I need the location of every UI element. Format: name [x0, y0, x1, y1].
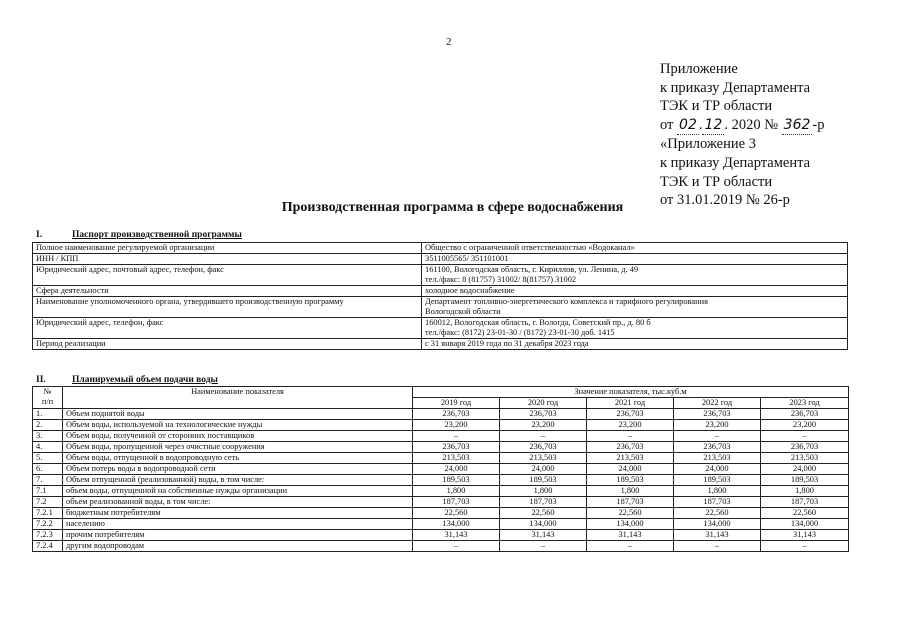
- row-indicator-name: Объем отпущенной (реализованной) воды, в том числе:: [63, 475, 413, 486]
- row-value: 236,703: [674, 442, 761, 453]
- row-value: 24,000: [587, 464, 674, 475]
- table-row: [33, 497, 849, 508]
- row-number: 7.1: [33, 486, 63, 497]
- row-value: 134,000: [500, 519, 587, 530]
- row-value: 213,503: [413, 453, 500, 464]
- table-row: [33, 508, 849, 519]
- row-value: 134,000: [587, 519, 674, 530]
- passport-value-line: тел./факс: (8172) 23-01-30 / (8172) 23-01-30 доб. 1415: [425, 328, 615, 337]
- order-suffix: -р: [812, 116, 825, 133]
- header-year: 2019 год: [413, 398, 500, 409]
- passport-row: [33, 286, 848, 297]
- row-value: 236,703: [761, 409, 849, 420]
- table-row: [33, 541, 849, 552]
- row-indicator-name: бюджетным потребителям: [63, 508, 413, 519]
- row-value: 189,503: [674, 475, 761, 486]
- main-title: Производственная программа в сфере водоснабжения: [281, 200, 624, 215]
- passport-value: [422, 254, 848, 265]
- passport-label: Сфера деятельности: [33, 286, 422, 297]
- row-indicator-name: объем воды, отпущенной на собственные нужды организации: [63, 486, 413, 497]
- passport-value-line: с 31 января 2019 года по 31 декабря 2023 года: [425, 339, 589, 348]
- passport-value-line: Департамент топливно-энергетического комплекса и тарифного регулирования: [425, 297, 708, 306]
- passport-row: [33, 254, 848, 265]
- row-value: 31,143: [587, 530, 674, 541]
- row-indicator-name: Объем воды, пропущенной через очистные сооружения: [63, 442, 413, 453]
- order-day-handwritten: 02: [677, 116, 699, 136]
- row-indicator-name: прочим потребителям: [63, 530, 413, 541]
- row-value: 236,703: [674, 409, 761, 420]
- row-indicator-name: объем реализованной воды, в том числе:: [63, 497, 413, 508]
- order-month-handwritten: 12: [702, 116, 724, 136]
- row-value: 1,800: [413, 486, 500, 497]
- row-indicator-name: Объем воды, полученной от сторонних поставщиков: [63, 431, 413, 442]
- header-indicator-name: Наименование показателя: [63, 387, 413, 409]
- row-value: 22,560: [674, 508, 761, 519]
- row-number: 4.: [33, 442, 63, 453]
- appendix-line: ТЭК и ТР области: [660, 98, 773, 115]
- row-value: –: [587, 541, 674, 552]
- passport-value: [422, 318, 848, 339]
- passport-label: ИНН / КПП: [33, 254, 422, 265]
- passport-value: [422, 265, 848, 286]
- table-row: [33, 409, 849, 420]
- section-title: Паспорт производственной программы: [72, 230, 242, 240]
- header-year: 2022 год: [674, 398, 761, 409]
- row-number: 7.2.2: [33, 519, 63, 530]
- row-number: 7.2.3: [33, 530, 63, 541]
- order-number-sign: №: [764, 116, 779, 133]
- passport-table: [32, 242, 848, 350]
- passport-label: Наименование уполномоченного органа, утвердившего производственную программу: [33, 297, 422, 318]
- row-value: 187,703: [413, 497, 500, 508]
- passport-row: [33, 297, 848, 318]
- water-volume-table: [32, 386, 849, 552]
- row-number: 6.: [33, 464, 63, 475]
- row-value: 134,000: [674, 519, 761, 530]
- page-number: 2: [446, 36, 452, 48]
- row-value: 1,800: [761, 486, 849, 497]
- row-value: 236,703: [761, 442, 849, 453]
- row-indicator-name: Объем воды, используемой на технологические нужды: [63, 420, 413, 431]
- passport-value: [422, 286, 848, 297]
- row-value: 24,000: [674, 464, 761, 475]
- table-row: [33, 442, 849, 453]
- row-value: 187,703: [761, 497, 849, 508]
- row-value: 22,560: [587, 508, 674, 519]
- passport-row: [33, 265, 848, 286]
- section-number: II.: [36, 375, 46, 385]
- row-value: –: [761, 431, 849, 442]
- row-value: 189,503: [413, 475, 500, 486]
- order-date-line: от 02 . 12 . 2020 № 362 -р: [660, 116, 824, 136]
- appendix-line: к приказу Департамента: [660, 154, 811, 171]
- passport-value-line: 161100, Вологодская область, г. Кириллов, ул. Ленина, д. 49: [425, 265, 639, 274]
- row-number: 7.2.4: [33, 541, 63, 552]
- header-year: 2021 год: [587, 398, 674, 409]
- passport-value: [422, 243, 848, 254]
- row-value: 236,703: [587, 409, 674, 420]
- row-number: 1.: [33, 409, 63, 420]
- row-number: 2.: [33, 420, 63, 431]
- row-value: 31,143: [500, 530, 587, 541]
- passport-label: Юридический адрес, почтовый адрес, телефон, факс: [33, 265, 422, 286]
- row-value: 134,000: [413, 519, 500, 530]
- row-value: 1,800: [587, 486, 674, 497]
- row-number: 5.: [33, 453, 63, 464]
- row-indicator-name: другим водопроводам: [63, 541, 413, 552]
- row-value: –: [500, 541, 587, 552]
- row-value: 31,143: [413, 530, 500, 541]
- table-row: [33, 519, 849, 530]
- passport-row: [33, 339, 848, 350]
- row-value: 236,703: [500, 442, 587, 453]
- row-value: –: [761, 541, 849, 552]
- passport-value-line: 160012, Вологодская область, г. Вологда, Советский пр., д. 80 б: [425, 318, 651, 327]
- row-value: 23,200: [413, 420, 500, 431]
- row-value: 31,143: [674, 530, 761, 541]
- row-value: 23,200: [674, 420, 761, 431]
- row-indicator-name: населению: [63, 519, 413, 530]
- row-value: 22,560: [761, 508, 849, 519]
- row-value: 236,703: [413, 409, 500, 420]
- order-year: 2020: [731, 116, 761, 133]
- row-value: 31,143: [761, 530, 849, 541]
- table-row: [33, 486, 849, 497]
- row-value: 189,503: [761, 475, 849, 486]
- row-value: 24,000: [500, 464, 587, 475]
- row-value: –: [500, 431, 587, 442]
- table-row: [33, 475, 849, 486]
- row-value: 189,503: [500, 475, 587, 486]
- row-value: 213,503: [674, 453, 761, 464]
- table-row: [33, 464, 849, 475]
- passport-label: Период реализации: [33, 339, 422, 350]
- row-value: –: [674, 541, 761, 552]
- table-row: [33, 420, 849, 431]
- passport-value-line: тел./факс: 8 (81757) 31002/ 8(81757) 31002: [425, 275, 577, 284]
- table-row: [33, 431, 849, 442]
- section-number: I.: [36, 230, 43, 240]
- table-row: [33, 530, 849, 541]
- row-value: 134,000: [761, 519, 849, 530]
- appendix-line: от 31.01.2019 № 26-р: [660, 192, 790, 209]
- passport-value: [422, 297, 848, 318]
- passport-row: [33, 243, 848, 254]
- row-value: 187,703: [500, 497, 587, 508]
- row-value: 236,703: [587, 442, 674, 453]
- row-value: 213,503: [761, 453, 849, 464]
- passport-row: [33, 318, 848, 339]
- row-indicator-name: Объем поднятой воды: [63, 409, 413, 420]
- passport-label: Юридический адрес, телефон, факс: [33, 318, 422, 339]
- passport-value-line: 3511005565/ 351101001: [425, 254, 509, 263]
- row-value: 24,000: [761, 464, 849, 475]
- row-value: 23,200: [500, 420, 587, 431]
- row-value: 187,703: [674, 497, 761, 508]
- row-indicator-name: Объем потерь воды в водопроводной сети: [63, 464, 413, 475]
- row-value: 22,560: [413, 508, 500, 519]
- order-number-handwritten: 362: [782, 116, 813, 136]
- passport-value-line: Общество с ограниченной ответственностью «Водоканал»: [425, 243, 635, 252]
- passport-value: [422, 339, 848, 350]
- passport-value-line: Вологодской области: [425, 307, 501, 316]
- section-title: Планируемый объем подачи воды: [72, 375, 218, 385]
- row-value: 213,503: [500, 453, 587, 464]
- row-number: 7.: [33, 475, 63, 486]
- appendix-line: «Приложение 3: [660, 136, 756, 153]
- appendix-block: [660, 60, 824, 210]
- row-value: 189,503: [587, 475, 674, 486]
- order-prefix: от: [660, 116, 674, 133]
- row-value: –: [413, 431, 500, 442]
- row-value: 24,000: [413, 464, 500, 475]
- row-value: 213,503: [587, 453, 674, 464]
- passport-value-line: холодное водоснабжение: [425, 286, 515, 295]
- section-2-heading: [36, 375, 218, 385]
- row-number: 3.: [33, 431, 63, 442]
- appendix-line: Приложение: [660, 61, 738, 77]
- header-number: № п/п: [33, 387, 63, 409]
- row-indicator-name: Объем воды, отпущенной в водопроводную сеть: [63, 453, 413, 464]
- row-value: 1,800: [500, 486, 587, 497]
- header-year: 2023 год: [761, 398, 849, 409]
- row-value: 187,703: [587, 497, 674, 508]
- header-year: 2020 год: [500, 398, 587, 409]
- row-value: 236,703: [500, 409, 587, 420]
- appendix-line: ТЭК и ТР области: [660, 173, 773, 190]
- row-number: 7.2: [33, 497, 63, 508]
- row-value: 23,200: [587, 420, 674, 431]
- row-value: 1,800: [674, 486, 761, 497]
- section-1-heading: [36, 230, 242, 240]
- table-row: [33, 453, 849, 464]
- row-value: 23,200: [761, 420, 849, 431]
- row-value: 236,703: [413, 442, 500, 453]
- row-value: –: [674, 431, 761, 442]
- header-value: Значение показателя, тыс.куб.м: [413, 387, 849, 398]
- row-value: –: [587, 431, 674, 442]
- row-value: –: [413, 541, 500, 552]
- passport-label: Полное наименование регулируемой организации: [33, 243, 422, 254]
- row-value: 22,560: [500, 508, 587, 519]
- appendix-line: к приказу Департамента: [660, 79, 811, 96]
- row-number: 7.2.1: [33, 508, 63, 519]
